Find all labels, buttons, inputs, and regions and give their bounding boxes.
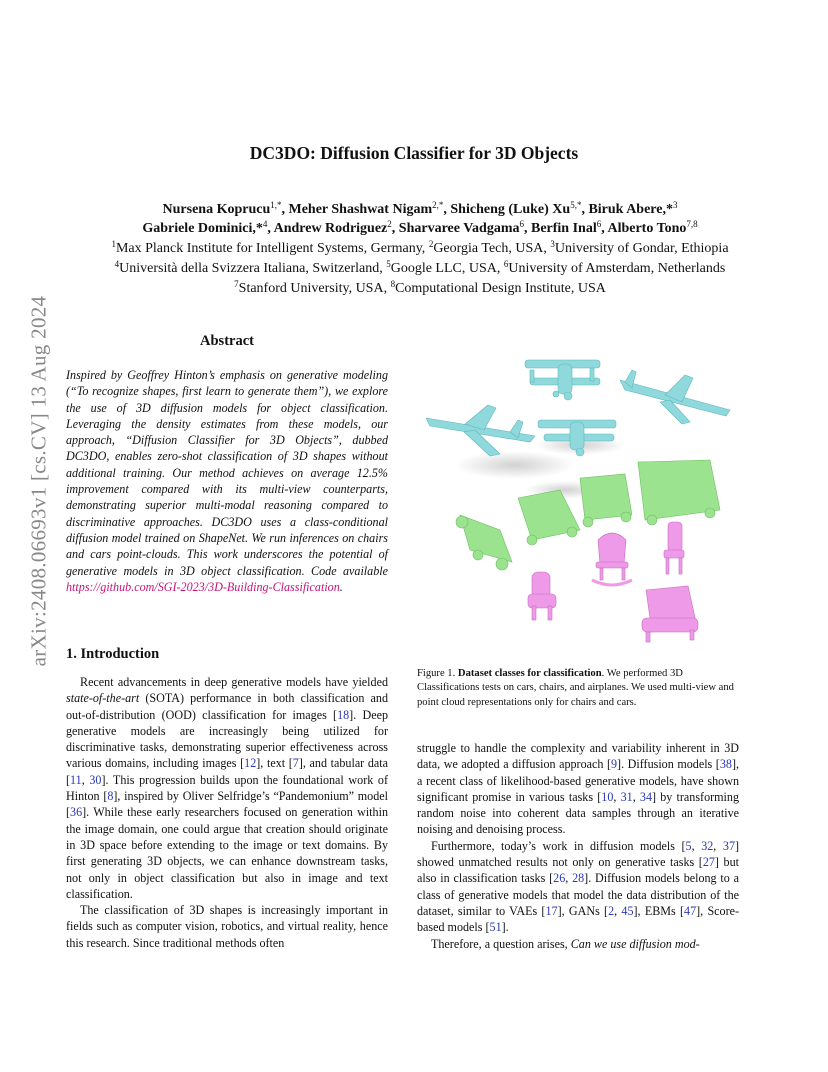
author-name: Shicheng (Luke) Xu: [450, 202, 571, 217]
citation-link[interactable]: 11: [70, 772, 82, 787]
affiliation-name: Google LLC, USA,: [390, 261, 504, 276]
text-run: ]. Deep generative models are increasingly being utilized for discriminative tasks, demonstrating superior effectiveness across various domains, including images [: [66, 707, 388, 771]
abstract-end: .: [339, 579, 343, 594]
intro-paragraph-4: [417, 838, 739, 936]
arxiv-sidebar-stamp: [21, 278, 57, 683]
affiliation-mark: 5: [386, 259, 391, 269]
citation-link[interactable]: 34: [639, 789, 653, 804]
citation-link[interactable]: 10: [601, 789, 614, 804]
author-affiliation-mark: 7,8: [686, 219, 698, 229]
author-line-2: Gabriele Dominici,*$^4$, Andrew Rodriguez$^2$, Sharvaree Vadgama$^6$, Berfin Inal$^6$, Alberto Tono$^{7,8}$: [142, 219, 698, 236]
text-run: ], EBMs [: [633, 903, 685, 918]
author-name: Sharvaree Vadgama: [398, 221, 520, 236]
text-run: ], a recent class of likelihood-based generative models, have shown significant promise in various tasks [: [417, 757, 739, 804]
citation-link[interactable]: 8: [107, 789, 114, 804]
figure-caption-text: . We performed 3D Classifications tests on cars, chairs, and airplanes. We used multi-view and point cloud representations only for chairs and cars.: [417, 668, 734, 708]
affiliation-line-1: [40, 239, 800, 259]
right-column-text: [417, 740, 739, 952]
author-name: Gabriele Dominici,*: [142, 221, 263, 236]
affiliation-name: University of Gondar, Ethiopia: [554, 241, 729, 256]
citation-link[interactable]: 28: [572, 871, 585, 886]
affiliation-name: Stanford University, USA,: [238, 281, 391, 296]
affiliation-mark: 3: [550, 239, 555, 249]
author-affiliation-mark: 4: [262, 219, 268, 229]
text-run: ], and tabular data [: [66, 756, 388, 787]
text-run: ,: [81, 772, 90, 787]
affiliation-mark: 1: [111, 239, 116, 249]
text-run: ,: [613, 789, 621, 804]
citation-link[interactable]: 9: [611, 757, 618, 772]
section-heading-introduction: 1. Introduction: [66, 646, 160, 662]
text-run: ] but also in classification tasks [: [417, 855, 739, 886]
text-run: ] by transforming random noise into coherent data samples through an iterative noising and denoising process.: [417, 789, 740, 837]
text-run: Furthermore, today’s work in diffusion models [: [431, 838, 686, 853]
text-run: ], Score-based models [: [417, 903, 740, 935]
affiliation-name: Università della Svizzera Italiana, Switzerland,: [119, 261, 387, 276]
figure-caption-title: Dataset classes for classification: [457, 668, 602, 679]
paper-title: DC3DO: Diffusion Classifier for 3D Objects: [249, 143, 579, 163]
text-run: Recent advancements in deep generative models have yielded: [80, 675, 388, 689]
text-run: ,: [614, 903, 622, 918]
text-run: struggle to handle the complexity and variability inherent in 3D data, we adopted a diffusion approach [: [417, 741, 739, 772]
abstract-text: Inspired by Geoffrey Hinton’s emphasis on generative modeling (“To recognize shapes, first learn to generate them”), we explore the use of 3D diffusion models for object classification. Leveraging the density estimates from these models, our approach, “Diffusion Classifier for 3D Objects”, dubbed DC3DO, enables zero-shot classification of 3D shapes without additional training. Our method achieves on average 12.5% improvement compared with its multi-view counterparts, demonstrating superior multi-modal reasoning compared to discriminative approaches. DC3DO uses a class-conditional diffusion model trained on ShapeNet. We run inferences on chairs and cars point-clouds. This work underscores the potential of generative models in 3D object classification. Code available: [66, 368, 388, 578]
intro-paragraph-1: [66, 674, 388, 902]
author-affiliation-mark: 3: [672, 200, 678, 210]
author-affiliation-mark: 6: [596, 219, 602, 229]
citation-link[interactable]: 2: [608, 903, 615, 918]
armchair-model: [528, 572, 556, 620]
text-run: ], inspired by Oliver Selfridge’s “Pandemonium” model [: [66, 789, 388, 820]
citation-link[interactable]: 12: [244, 756, 257, 771]
citation-link[interactable]: 26: [553, 871, 566, 886]
text-run: ,: [632, 789, 640, 804]
intro-paragraph-3: [417, 740, 739, 838]
text-run: (SOTA) performance in both classification and out-of-distribution (OOD) classification for images [: [66, 691, 388, 722]
jeep-model: [580, 474, 632, 527]
author-line-1: Nursena Koprucu$^{1,*}$, Meher Shashwat Nigam$^{2,*}$, Shicheng (Luke) $Xu^{5,*}$, Biruk Abere,*$^3$: [162, 200, 678, 217]
affiliation-mark: 2: [428, 239, 434, 249]
jet-model: [620, 370, 730, 424]
biplane-model: [525, 360, 600, 400]
figure-label: Figure 1.: [417, 668, 456, 679]
text-run: ,: [565, 871, 573, 886]
text-run: state-of-the-art: [66, 691, 140, 706]
abstract-heading: Abstract: [200, 333, 254, 349]
affiliation-mark: 7: [234, 279, 239, 289]
affiliation-name: University of Amsterdam, Netherlands: [508, 261, 726, 276]
author-name: Alberto Tono: [607, 221, 687, 236]
author-name: Meher Shashwat Nigam: [288, 202, 433, 217]
rocking-chair-model: [592, 533, 632, 585]
left-column-text: [66, 674, 388, 951]
text-run: ]. Diffusion models belong to a class of generative models that model the data distribution of the dataset, similar to VAEs [: [417, 871, 739, 918]
figure-1-caption: [417, 667, 742, 710]
affiliations: [40, 239, 800, 299]
author-name: Berfin Inal: [530, 221, 597, 236]
affiliation-name: Max Planck Institute for Intelligent Systems, Germany,: [115, 241, 429, 256]
affiliation-mark: 6: [503, 259, 509, 269]
citation-link[interactable]: 27: [702, 855, 715, 870]
figure-1-illustration: [420, 350, 742, 650]
affiliation-mark: 4: [114, 259, 120, 269]
citation-link[interactable]: 18: [337, 707, 350, 722]
affiliation-name: Georgia Tech, USA,: [433, 241, 551, 256]
citation-link[interactable]: 7: [292, 756, 299, 771]
citation-link[interactable]: 37: [722, 838, 735, 853]
text-run: ]. This progression builds upon the foundational work of Hinton [: [66, 772, 388, 804]
affiliation-line-2: [40, 259, 800, 279]
dataset-classes-image: [420, 350, 742, 650]
citation-link[interactable]: 36: [70, 805, 83, 820]
arxiv-id: arXiv:2408.06693v1 [cs.CV] 13 Aug 2024: [26, 295, 51, 666]
abstract-body: [66, 367, 388, 595]
text-run: ,: [713, 838, 723, 853]
text-run: ], GANs [: [557, 903, 609, 918]
author-name: Andrew Rodriguez: [273, 221, 388, 236]
affiliation-name: Computational Design Institute, USA: [395, 281, 606, 296]
citation-link[interactable]: 38: [719, 757, 732, 772]
text-run: ,: [691, 838, 702, 853]
van-model: [638, 460, 720, 525]
code-link[interactable]: https://github.com/SGI-2023/3D-Building-Classification: [66, 579, 340, 594]
tall-chair-model: [664, 522, 684, 574]
text-run: ].: [501, 920, 509, 935]
author-affiliation-mark: 2: [387, 219, 392, 229]
affiliation-mark: 8: [390, 279, 396, 289]
author-name: Biruk Abere,*: [588, 202, 673, 217]
citation-link[interactable]: 30: [89, 772, 102, 787]
lounge-chair-model: [642, 586, 698, 642]
author-name: Nursena Koprucu: [162, 202, 271, 217]
author-affiliation-mark: 5,*: [570, 200, 582, 210]
text-run: Therefore, a question arises,: [431, 936, 571, 951]
citation-link[interactable]: 17: [545, 903, 558, 918]
text-run: ], text [: [256, 756, 293, 771]
author-affiliation-mark: 1,*: [270, 200, 282, 210]
citation-link[interactable]: 31: [620, 789, 633, 804]
citation-link[interactable]: 51: [489, 920, 502, 935]
text-run: ]. Diffusion models [: [617, 757, 720, 772]
text-run: ] showed unmatched results not only on generative tasks [: [417, 838, 740, 870]
author-affiliation-mark: 2,*: [432, 200, 444, 210]
race-car-model: [456, 515, 512, 570]
intro-paragraph-5: [417, 936, 739, 952]
fighter-jet-model: [426, 405, 535, 456]
citation-link[interactable]: 45: [621, 903, 634, 918]
intro-paragraph-2: The classification of 3D shapes is increasingly important in fields such as computer vision, robotics, and virtual reality, hence this research. Since traditional methods often: [66, 903, 388, 950]
citation-link[interactable]: 32: [701, 838, 714, 853]
text-run: ]. While these early researchers focused on generation within the image domain, one could argue that creation should originate in 3D space before extending to the image or text domains. By first generating 3D objects, we can enhance downstream tasks, not only in object classification but also in image and text classification.: [66, 805, 388, 901]
citation-link[interactable]: 5: [685, 838, 692, 853]
author-affiliation-mark: 6: [519, 219, 524, 229]
affiliation-line-3: [40, 279, 800, 299]
text-run: Can we use diffusion mod-: [570, 936, 700, 951]
author-list: [40, 200, 800, 238]
citation-link[interactable]: 47: [684, 903, 697, 918]
